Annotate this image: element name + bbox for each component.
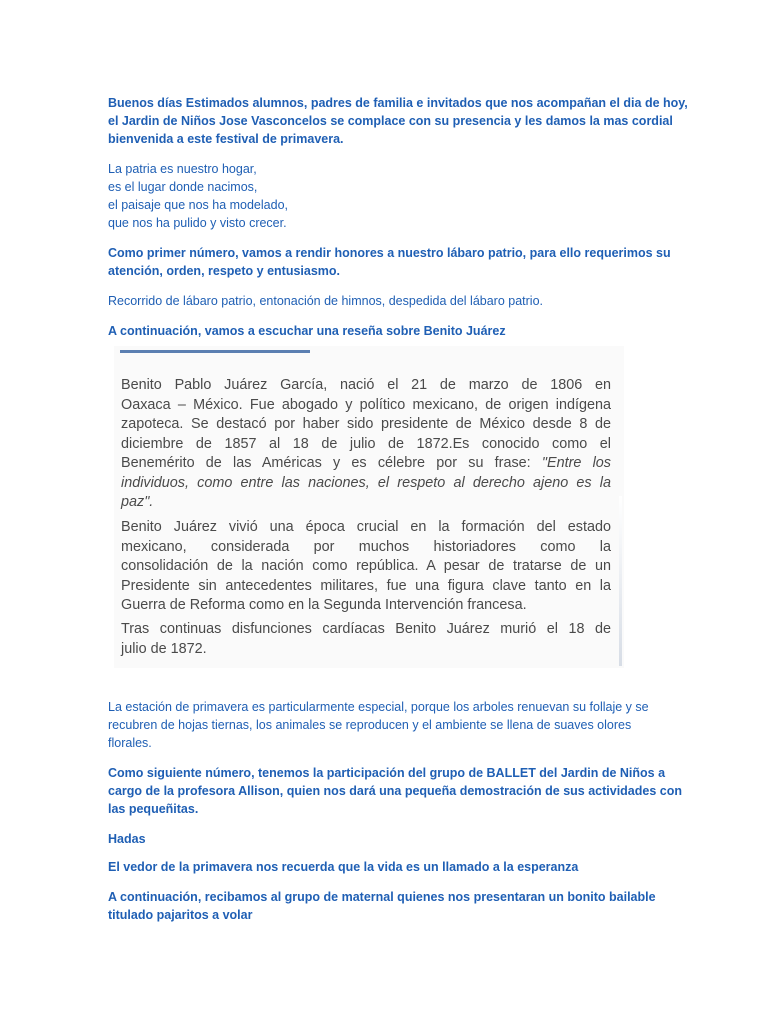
scan-line: Benito Juárez vivió una época crucial en la formación del estado bbox=[121, 519, 611, 535]
juarez-scanned-excerpt bbox=[114, 346, 624, 668]
quote-line: individuos, como entre las naciones, el respeto al derecho ajeno es la bbox=[121, 474, 611, 491]
juarez-intro-paragraph bbox=[108, 322, 668, 340]
scan-edge-shadow bbox=[619, 496, 622, 666]
poem-paragraph bbox=[108, 160, 668, 232]
hadas-line: Hadas bbox=[108, 832, 146, 846]
quote-segment: "Entre los bbox=[541, 455, 611, 471]
ballet-line: Como siguiente número, tenemos la participación del grupo de BALLET del Jardin de Niños a bbox=[108, 766, 666, 780]
scan-line: mexicano, considerada por muchos historiadores como la bbox=[121, 538, 611, 555]
ballet-line: las pequeñitas. bbox=[108, 802, 199, 816]
juarez-intro-line: A continuación, vamos a escuchar una reseña sobre Benito Juárez bbox=[108, 324, 506, 338]
hadas-paragraph bbox=[108, 830, 668, 848]
scan-line: Guerra de Reforma como en la Segunda Intervención francesa. bbox=[121, 597, 527, 613]
ballet-paragraph bbox=[108, 764, 682, 818]
welcome-line: bienvenida a este festival de primavera. bbox=[108, 132, 344, 146]
scan-paragraph-birth bbox=[121, 376, 611, 513]
welcome-line: el Jardin de Niños Jose Vasconcelos se complace con su presencia y les damos la mas cordial bbox=[108, 114, 673, 128]
scan-line: julio de 1872. bbox=[121, 640, 207, 657]
scan-line bbox=[121, 454, 611, 474]
quote-line: paz". bbox=[121, 494, 154, 510]
scan-line-segment: Benemérito de las Américas y es célebre por su frase: bbox=[121, 455, 531, 471]
scan-line: diciembre de 1857 al 18 de julio de 1872.Es conocido como el bbox=[121, 435, 611, 452]
scan-divider bbox=[120, 350, 310, 353]
first-number-line: Como primer número, vamos a rendir honores a nuestro lábaro patrio, para ello requerimos su bbox=[108, 246, 671, 260]
scan-line: Tras continuas disfunciones cardíacas Benito Juárez murió el 18 de bbox=[121, 621, 611, 637]
scan-line: Presidente sin antecedentes militares, fue una figura clave tanto en la bbox=[121, 577, 611, 594]
welcome-paragraph bbox=[108, 94, 688, 148]
scan-line: Benito Pablo Juárez García, nació el 21 de marzo de 1806 en bbox=[121, 377, 611, 393]
scan-line: consolidación de la nación como república. A pesar de tratarse de un bbox=[121, 558, 611, 574]
scan-line: Oaxaca – México. Fue abogado y político mexicano, de origen indígena bbox=[121, 396, 611, 413]
first-number-paragraph bbox=[108, 244, 671, 280]
first-number-line: atención, orden, respeto y entusiasmo. bbox=[108, 264, 341, 278]
scan-line: zapoteca. Se destacó por haber sido presidente de México desde 8 de bbox=[121, 416, 611, 432]
spring-line: florales. bbox=[108, 736, 152, 750]
poem-line: es el lugar donde nacimos, bbox=[108, 180, 258, 194]
scan-paragraph-death bbox=[121, 620, 611, 659]
verdor-line: El vedor de la primavera nos recuerda que la vida es un llamado a la esperanza bbox=[108, 860, 579, 874]
ballet-line: cargo de la profesora Allison, quien nos dará una pequeña demostración de sus actividades con bbox=[108, 784, 682, 798]
poem-line: que nos ha pulido y visto crecer. bbox=[108, 216, 287, 230]
verdor-paragraph bbox=[108, 858, 668, 876]
welcome-line: Buenos días Estimados alumnos, padres de familia e invitados que nos acompañan el dia de hoy, bbox=[108, 96, 688, 110]
maternal-paragraph bbox=[108, 888, 668, 924]
maternal-line: A continuación, recibamos al grupo de maternal quienes nos presentaran un bonito bailable bbox=[108, 890, 656, 904]
spring-line: La estación de primavera es particularmente especial, porque los arboles renuevan su follaje y se bbox=[108, 700, 649, 714]
poem-line: el paisaje que nos ha modelado, bbox=[108, 198, 288, 212]
spring-line: recubren de hojas tiernas, los animales se reproducen y el ambiente se llena de suaves olores bbox=[108, 718, 632, 732]
spring-paragraph bbox=[108, 698, 668, 752]
maternal-line: titulado pajaritos a volar bbox=[108, 908, 253, 922]
flag-route-paragraph bbox=[108, 292, 668, 310]
scan-paragraph-era bbox=[121, 518, 611, 616]
poem-line: La patria es nuestro hogar, bbox=[108, 162, 257, 176]
flag-route-line: Recorrido de lábaro patrio, entonación de himnos, despedida del lábaro patrio. bbox=[108, 294, 544, 308]
